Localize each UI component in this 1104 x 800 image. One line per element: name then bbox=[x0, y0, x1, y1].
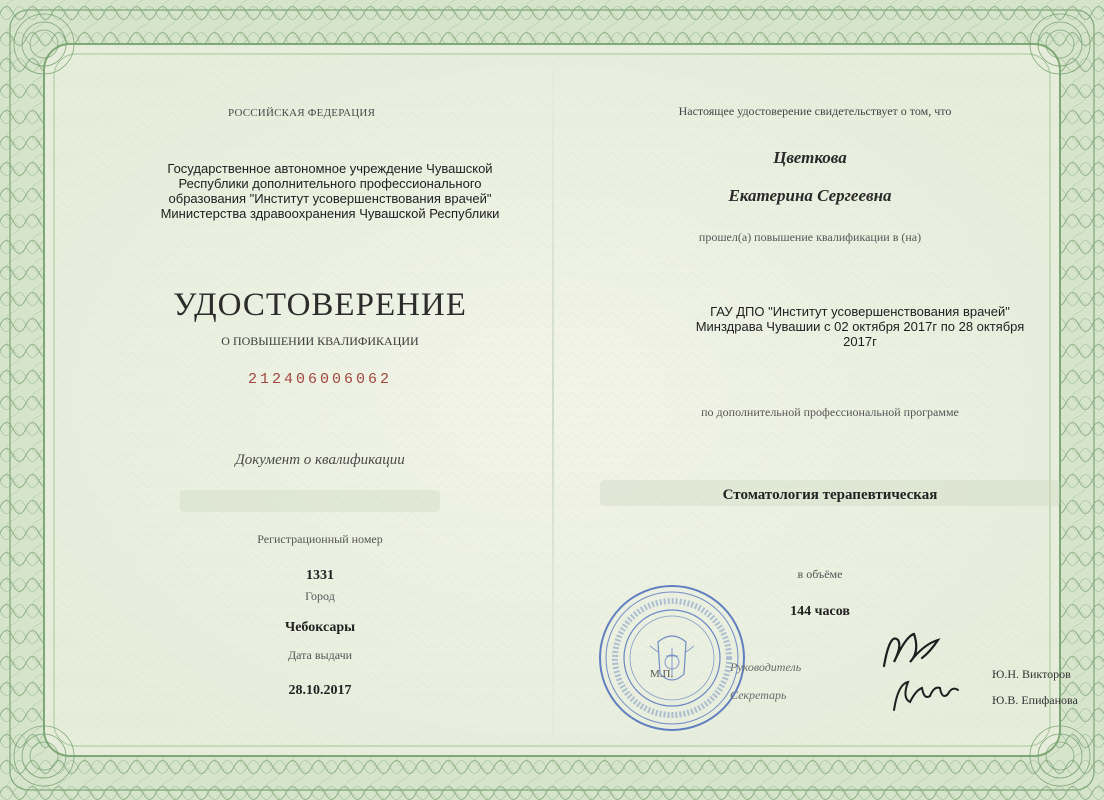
institution-line: 2017г bbox=[843, 334, 877, 349]
registration-number: 1331 bbox=[306, 568, 334, 583]
registration-label: Регистрационный номер bbox=[257, 532, 383, 546]
organization-line: Министерства здравоохранения Чувашской Республики bbox=[160, 206, 500, 221]
secretary-role: Секретарь bbox=[730, 688, 787, 702]
serial-number: 212406006062 bbox=[247, 371, 393, 388]
document-note: Документ о квалификации bbox=[235, 452, 405, 468]
issue-date-label: Дата выдачи bbox=[287, 648, 353, 662]
training-institution bbox=[660, 304, 1060, 349]
organization-line: Государственное автономное учреждение Чувашской bbox=[167, 161, 493, 176]
document-title: УДОСТОВЕРЕНИЕ bbox=[173, 287, 467, 323]
issue-date: 28.10.2017 bbox=[288, 683, 352, 698]
seal-placeholder: М.П. bbox=[650, 668, 674, 680]
city-label: Город bbox=[305, 589, 335, 603]
organization-line: Республики дополнительного профессионального bbox=[178, 176, 482, 191]
program-label: по дополнительной профессиональной программе bbox=[701, 405, 959, 419]
volume-hours: 144 часов bbox=[790, 604, 850, 619]
center-fold bbox=[552, 40, 554, 760]
institution-line: Минздрава Чувашии с 02 октября 2017г по 28 октября bbox=[695, 319, 1025, 334]
city-value: Чебоксары bbox=[284, 620, 356, 635]
institution-line: ГАУ ДПО "Институт усовершенствования врачей" bbox=[710, 304, 1010, 319]
official-seal bbox=[596, 582, 748, 734]
certification-intro: Настоящее удостоверение свидетельствует о том, что bbox=[678, 104, 952, 118]
head-signature bbox=[876, 622, 946, 678]
country-label: РОССИЙСКАЯ ФЕДЕРАЦИЯ bbox=[228, 107, 376, 119]
secretary-name: Ю.В. Епифанова bbox=[992, 693, 1078, 707]
program-name: Стоматология терапевтическая bbox=[722, 487, 938, 503]
head-name: Ю.Н. Викторов bbox=[992, 667, 1071, 681]
organization-line: образования "Институт усовершенствования врачей" bbox=[168, 191, 492, 206]
passed-label: прошел(а) повышение квалификации в (на) bbox=[698, 230, 922, 244]
secretary-signature bbox=[888, 672, 964, 720]
holder-given-names: Екатерина Сергеевна bbox=[728, 186, 892, 205]
organization-name bbox=[130, 161, 530, 221]
head-role: Руководитель bbox=[730, 660, 802, 674]
volume-label: в объёме bbox=[797, 567, 843, 581]
document-subtitle: О ПОВЫШЕНИИ КВАЛИФИКАЦИИ bbox=[221, 334, 419, 348]
holder-surname: Цветкова bbox=[773, 148, 847, 167]
